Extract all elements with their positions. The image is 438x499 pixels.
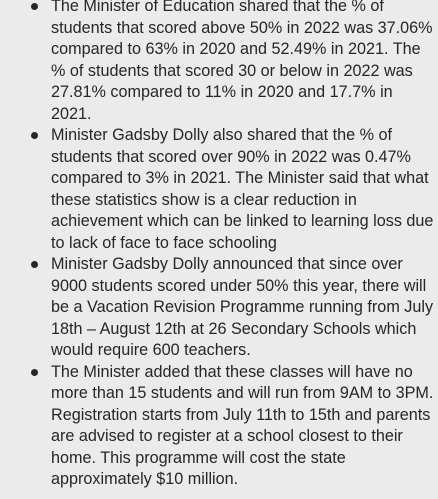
list-item [0, 125, 438, 254]
bullet-dot-icon [31, 369, 38, 376]
bullet-text: Minister Gadsby Dolly also shared that the % of students that scored over 90% in 2022 was 0.47% compared to 3% in 2021. The Minister said that what these statistics show is a clear reduction in achievement which can be linked to learning loss due to lack of face to face schooling [51, 126, 434, 252]
bullet-text: The Minister added that these classes will have no more than 15 students and will run from 9AM to 3PM. Registration starts from July 11th to 15th and parents are advised to register at a school closest to their home. This programme will cost the state approximately $10 million. [51, 362, 434, 488]
list-item [0, 0, 438, 125]
list-item [0, 254, 438, 362]
bullet-dot-icon [31, 132, 38, 139]
list-item [0, 362, 438, 491]
bullet-dot-icon [31, 3, 38, 10]
bullet-text: Minister Gadsby Dolly announced that since over 9000 students scored under 50% this year, there will be a Vacation Revision Programme running from July 18th – August 12th at 26 Secondary Schools which would require 600 teachers. [51, 255, 434, 359]
bullet-dot-icon [31, 261, 38, 268]
bullet-text: The Minister of Education shared that the % of students that scored above 50% in 2022 was 37.06% compared to 63% in 2020 and 52.49% in 2021. The % of students that scored 30 or below in 2022 was 27.81% compared to 11% in 2020 and 17.7% in 2021. [51, 0, 433, 123]
